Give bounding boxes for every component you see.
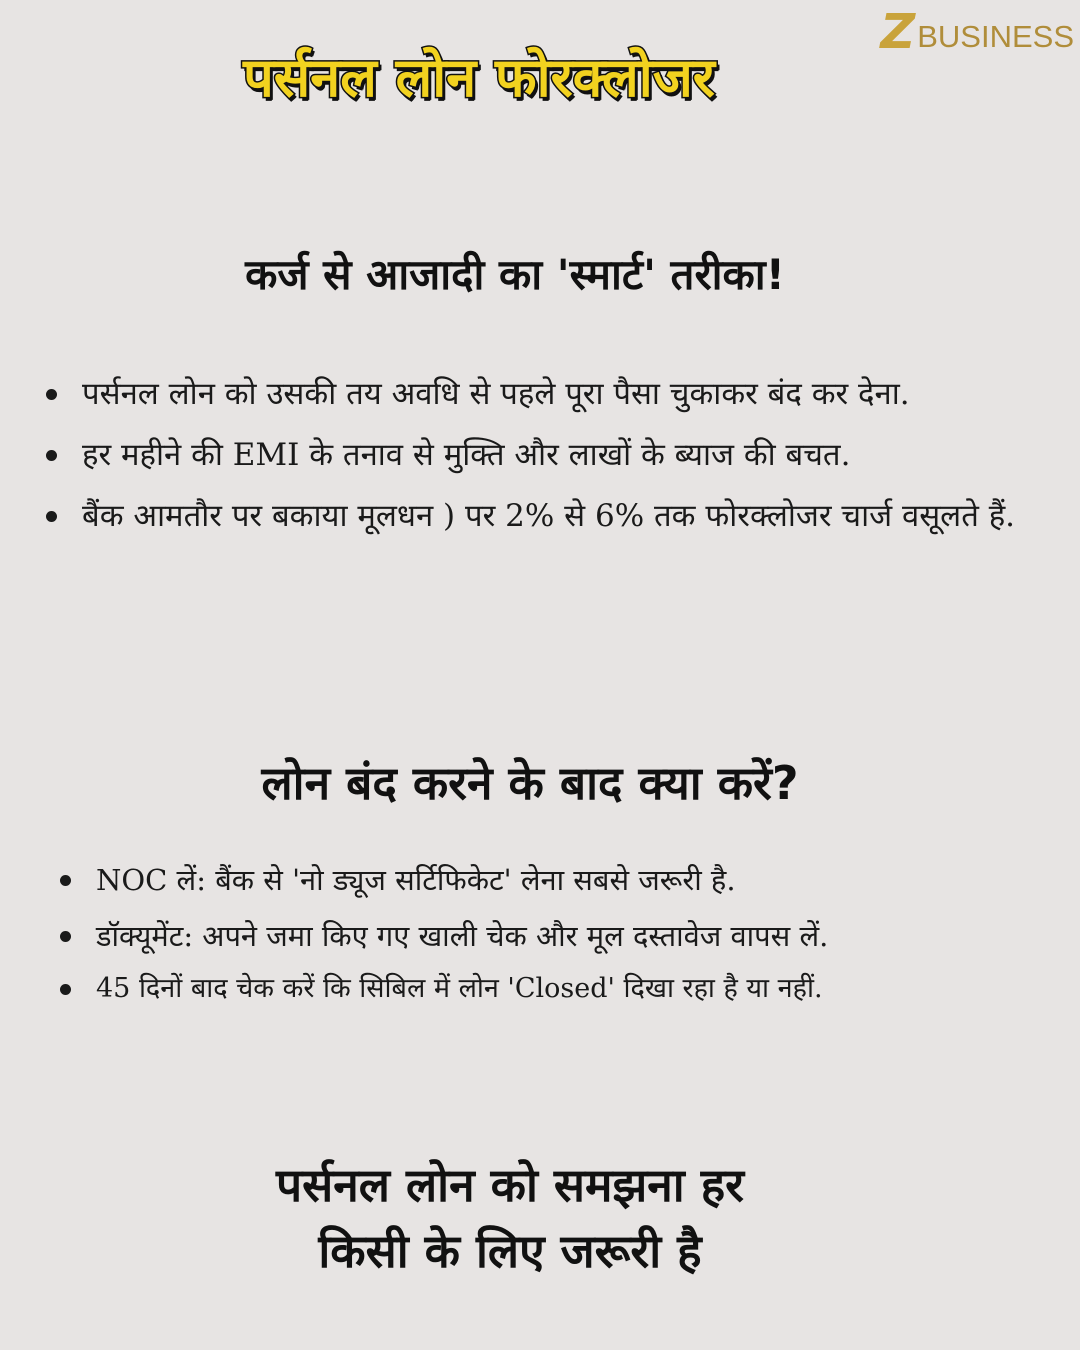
list-item: हर महीने की EMI के तनाव से मुक्ति और लाखों के ब्याज की बचत. (42, 425, 1022, 486)
after-closure-bullet-list (56, 852, 996, 1014)
list-item: डॉक्यूमेंट: अपने जमा किए गए खाली चेक और मूल दस्तावेज वापस लें. (56, 908, 996, 964)
logo-z-mark: Z (880, 4, 916, 60)
logo-text: BUSINESS (917, 19, 1074, 54)
definition-bullet-list (42, 364, 1022, 547)
list-item: NOC लें: बैंक से 'नो ड्यूज सर्टिफिकेट' लेना सबसे जरूरी है. (56, 852, 996, 908)
page-title: पर्सनल लोन फोरक्लोजर (243, 46, 715, 109)
footer-heading (0, 1152, 1020, 1284)
list-item: 45 दिनों बाद चेक करें कि सिबिल में लोन 'Closed' दिखा रहा है या नहीं. (56, 964, 996, 1014)
footer-line-2: किसी के लिए जरूरी है (318, 1224, 702, 1278)
footer-line-1: पर्सनल लोन को समझना हर (276, 1158, 744, 1212)
subtitle-heading: कर्ज से आजादी का 'स्मार्ट' तरीका! (245, 250, 785, 299)
list-item: पर्सनल लोन को उसकी तय अवधि से पहले पूरा पैसा चुकाकर बंद कर देना. (42, 364, 1022, 425)
section-heading: लोन बंद करने के बाद क्या करें? (261, 756, 799, 810)
list-item: बैंक आमतौर पर बकाया मूलधन ) पर 2% से 6% तक फोरक्लोजर चार्ज वसूलते हैं. (42, 486, 1022, 547)
